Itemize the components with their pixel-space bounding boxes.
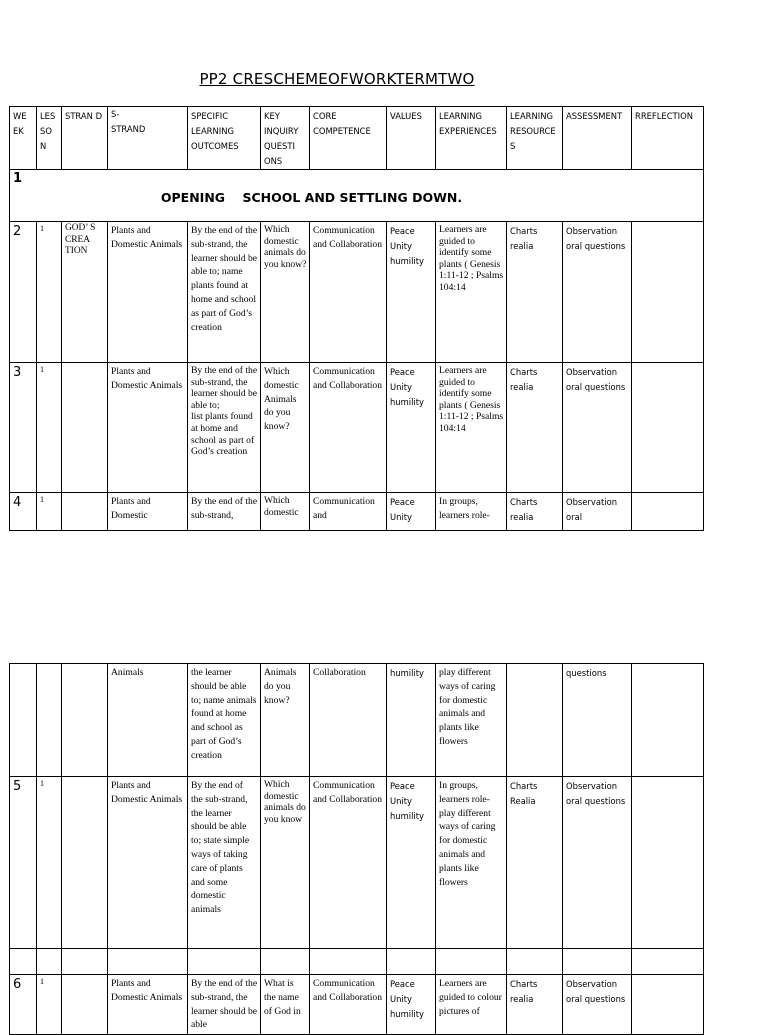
cell-resources: Charts Realia [507, 777, 563, 949]
cell-kiq: Which domestic animals do you know [261, 777, 310, 949]
header-strand: STRAN D [62, 107, 108, 170]
cell-assessment: Observation oral questions [563, 363, 632, 493]
cell-core: Communication and Collaboration [310, 363, 387, 493]
cell-kiq: Which domestic Animals do you know? [261, 363, 310, 493]
header-slo: SPECIFIC LEARNING OUTCOMES [188, 107, 261, 170]
cell-resources: Charts realia [507, 363, 563, 493]
header-experiences: LEARNING EXPERIENCES [436, 107, 507, 170]
cell-sub-strand: Animals [108, 664, 188, 777]
cell-sub-strand: Plants and Domestic Animals [108, 363, 188, 493]
cell-experiences: play different ways of caring for domestic animals and plants like flowers [436, 664, 507, 777]
cell-core: Communication and Collaboration [310, 222, 387, 363]
cell-strand [62, 664, 108, 777]
spacer-cell [507, 949, 563, 975]
opening-week-number: 1 [13, 171, 23, 186]
cell-kiq: Animals do you know? [261, 664, 310, 777]
cell-strand [62, 493, 108, 531]
cell-sub-strand: Plants and Domestic Animals [108, 777, 188, 949]
cell-resources: Charts realia [507, 493, 563, 531]
cell-experiences: In groups, learners role- [436, 493, 507, 531]
cell-kiq: Which domestic [261, 493, 310, 531]
spacer-cell [10, 949, 37, 975]
cell-week: 5 [10, 777, 37, 949]
cell-resources: Charts realia [507, 222, 563, 363]
cell-week [10, 664, 37, 777]
cell-slo: By the end of the sub-strand, the learner should be able to; state simple ways of taking care of plants and some domestic animals [188, 777, 261, 949]
cell-resources: Charts realia [507, 975, 563, 1035]
cell-slo: By the end of the sub-strand, [188, 493, 261, 531]
cell-core: Communication and Collaboration [310, 975, 387, 1035]
cell-week: 4 [10, 493, 37, 531]
cell-kiq: What is the name of God in [261, 975, 310, 1035]
cell-lesson: 1 [37, 493, 62, 531]
spacer-cell [632, 949, 704, 975]
cell-week: 6 [10, 975, 37, 1035]
cell-slo: By the end of the sub-strand, the learner should be able to; list plants found at home and school as part of God’s creation [188, 363, 261, 493]
spacer-cell [108, 949, 188, 975]
cell-experiences: Learners are guided to identify some plants ( Genesis 1:11-12 ; Psalms 104:14 [436, 363, 507, 493]
header-sub-strand [108, 107, 188, 170]
cell-values: humility [387, 664, 436, 777]
cell-values: Peace Unity humility [387, 777, 436, 949]
spacer-cell [436, 949, 507, 975]
opening-cell [10, 170, 704, 222]
cell-strand: GOD’ S CREA TION [62, 222, 108, 363]
cell-reflection [632, 363, 704, 493]
cell-resources [507, 664, 563, 777]
header-row [10, 107, 704, 170]
cell-lesson: 1 [37, 222, 62, 363]
opening-row [10, 170, 704, 222]
cell-assessment: questions [563, 664, 632, 777]
cell-lesson [37, 664, 62, 777]
header-assessment: ASSESSMENT [563, 107, 632, 170]
cell-week: 3 [10, 363, 37, 493]
cell-values: Peace Unity humility [387, 975, 436, 1035]
header-week: WE EK [10, 107, 37, 170]
cell-assessment: Observation oral questions [563, 777, 632, 949]
table-row [10, 975, 704, 1035]
cell-core: Communication and Collaboration [310, 777, 387, 949]
opening-text-a: OPENING [160, 190, 226, 205]
header-kiq: KEY INQUIRY QUESTI ONS [261, 107, 310, 170]
cell-kiq: Which domestic animals do you know? [261, 222, 310, 363]
cell-core: Communication and [310, 493, 387, 531]
spacer-cell [261, 949, 310, 975]
cell-reflection [632, 493, 704, 531]
cell-slo: By the end of the sub-strand, the learner should be able [188, 975, 261, 1035]
header-resources: LEARNING RESOURCE S [507, 107, 563, 170]
spacer-cell [188, 949, 261, 975]
header-lesson: LES SO N [37, 107, 62, 170]
scheme-table-page-2 [9, 663, 704, 1035]
cell-values: Peace Unity [387, 493, 436, 531]
cell-core: Collaboration [310, 664, 387, 777]
document-title: PP2 CRESCHEMEOFWORKTERMTWO [199, 70, 475, 88]
cell-slo: By the end of the sub-strand, the learner should be able to; name plants found at home and school as part of God’s creation [188, 222, 261, 363]
opening-text-b: SCHOOL AND SETTLING DOWN. [242, 190, 463, 205]
table-row [10, 777, 704, 949]
table-row [10, 363, 704, 493]
spacer-cell [37, 949, 62, 975]
cell-reflection [632, 975, 704, 1035]
spacer-row [10, 949, 704, 975]
spacer-cell [310, 949, 387, 975]
cell-assessment: Observation oral questions [563, 222, 632, 363]
cell-sub-strand: Plants and Domestic Animals [108, 222, 188, 363]
cell-lesson: 1 [37, 363, 62, 493]
table-row [10, 493, 704, 531]
cell-assessment: Observation oral [563, 493, 632, 531]
cell-reflection [632, 777, 704, 949]
cell-reflection [632, 664, 704, 777]
cell-sub-strand: Plants and Domestic [108, 493, 188, 531]
cell-reflection [632, 222, 704, 363]
opening-banner [10, 190, 703, 205]
spacer-cell [387, 949, 436, 975]
cell-sub-strand: Plants and Domestic Animals [108, 975, 188, 1035]
cell-experiences: Learners are guided to colour pictures of [436, 975, 507, 1035]
cell-strand [62, 363, 108, 493]
cell-strand [62, 777, 108, 949]
cell-experiences: In groups, learners role-play different ways of caring for domestic animals and plants like flowers [436, 777, 507, 949]
cell-values: Peace Unity humility [387, 222, 436, 363]
scheme-table-page-1 [9, 106, 704, 531]
cell-lesson: 1 [37, 975, 62, 1035]
spacer-cell [563, 949, 632, 975]
cell-experiences: Learners are guided to identify some plants ( Genesis 1:11-12 ; Psalms 104:14 [436, 222, 507, 363]
cell-assessment: Observation oral questions [563, 975, 632, 1035]
header-core: CORE COMPETENCE [310, 107, 387, 170]
header-values: VALUES [387, 107, 436, 170]
cell-week: 2 [10, 222, 37, 363]
cell-values: Peace Unity humility [387, 363, 436, 493]
table-row [10, 664, 704, 777]
cell-strand [62, 975, 108, 1035]
spacer-cell [62, 949, 108, 975]
header-reflection: RREFLECTION [632, 107, 704, 170]
cell-slo: the learner should be able to; name animals found at home and school as part of God’s creation [188, 664, 261, 777]
cell-lesson: 1 [37, 777, 62, 949]
table-row [10, 222, 704, 363]
header-sub-strand-text: S- STRAND [111, 109, 146, 134]
